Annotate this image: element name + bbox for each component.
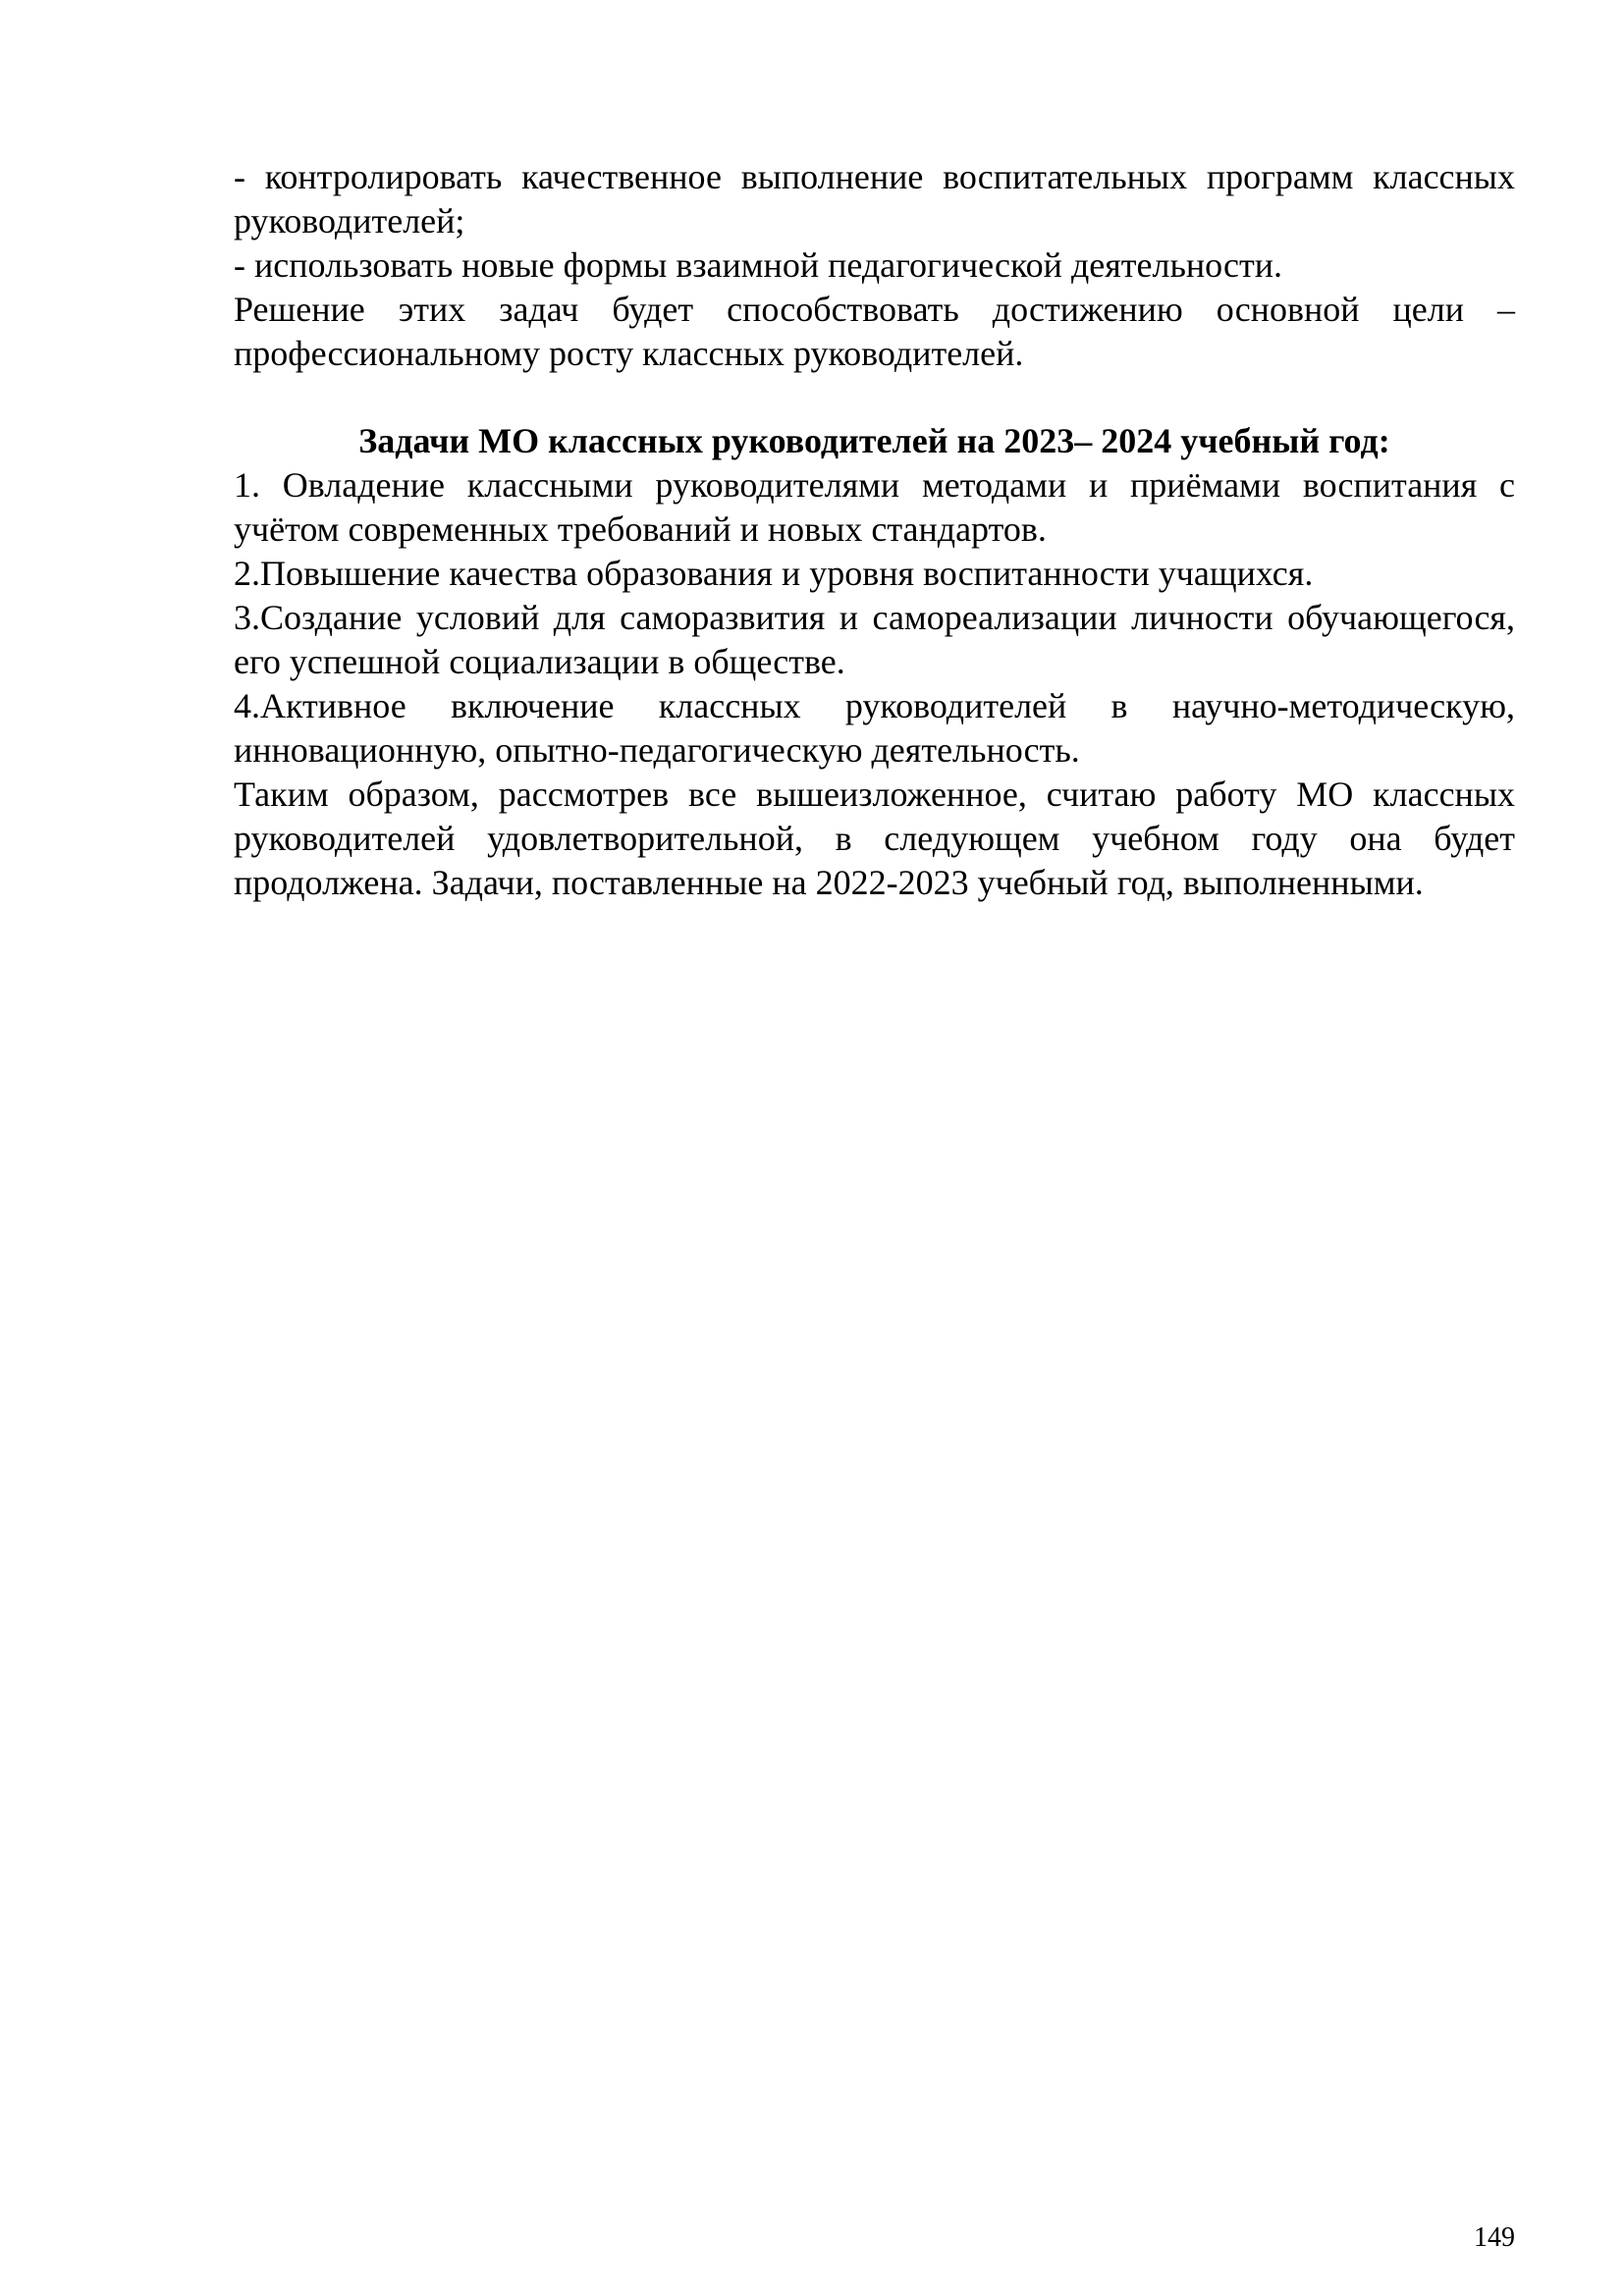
page-content (234, 155, 1515, 905)
intro-paragraph-1: - контролировать качественное выполнение воспитательных программ классных руководителей; (234, 157, 1515, 240)
intro-paragraph-3: Решение этих задач будет способствовать достижению основной цели – профессиональному росту классных руководителей. (234, 290, 1515, 373)
intro-paragraph-2: - использовать новые формы взаимной педагогической деятельности. (234, 245, 1283, 285)
task-item-3: 3.Создание условий для саморазвития и самореализации личности обучающегося, его успешной социализации в обществе. (234, 598, 1515, 681)
task-item-1: 1. Овладение классными руководителями методами и приёмами воспитания с учётом современных требований и новых стандартов. (234, 465, 1515, 549)
task-item-4: 4.Активное включение классных руководителей в научно-методическую, инновационную, опытно-педагогическую деятельность. (234, 686, 1515, 770)
conclusion-paragraph: Таким образом, рассмотрев все вышеизложенное, считаю работу МО классных руководителей удовлетворительной, в следующем учебном году она будет продолжена. Задачи, поставленные на 2022-2023 учебный год, выполненными. (234, 774, 1515, 902)
tasks-heading: Задачи МО классных руководителей на 2023– 2024 учебный год: (358, 421, 1390, 460)
page-number: 149 (1474, 2222, 1515, 2253)
task-item-2: 2.Повышение качества образования и уровня воспитанности учащихся. (234, 554, 1314, 593)
